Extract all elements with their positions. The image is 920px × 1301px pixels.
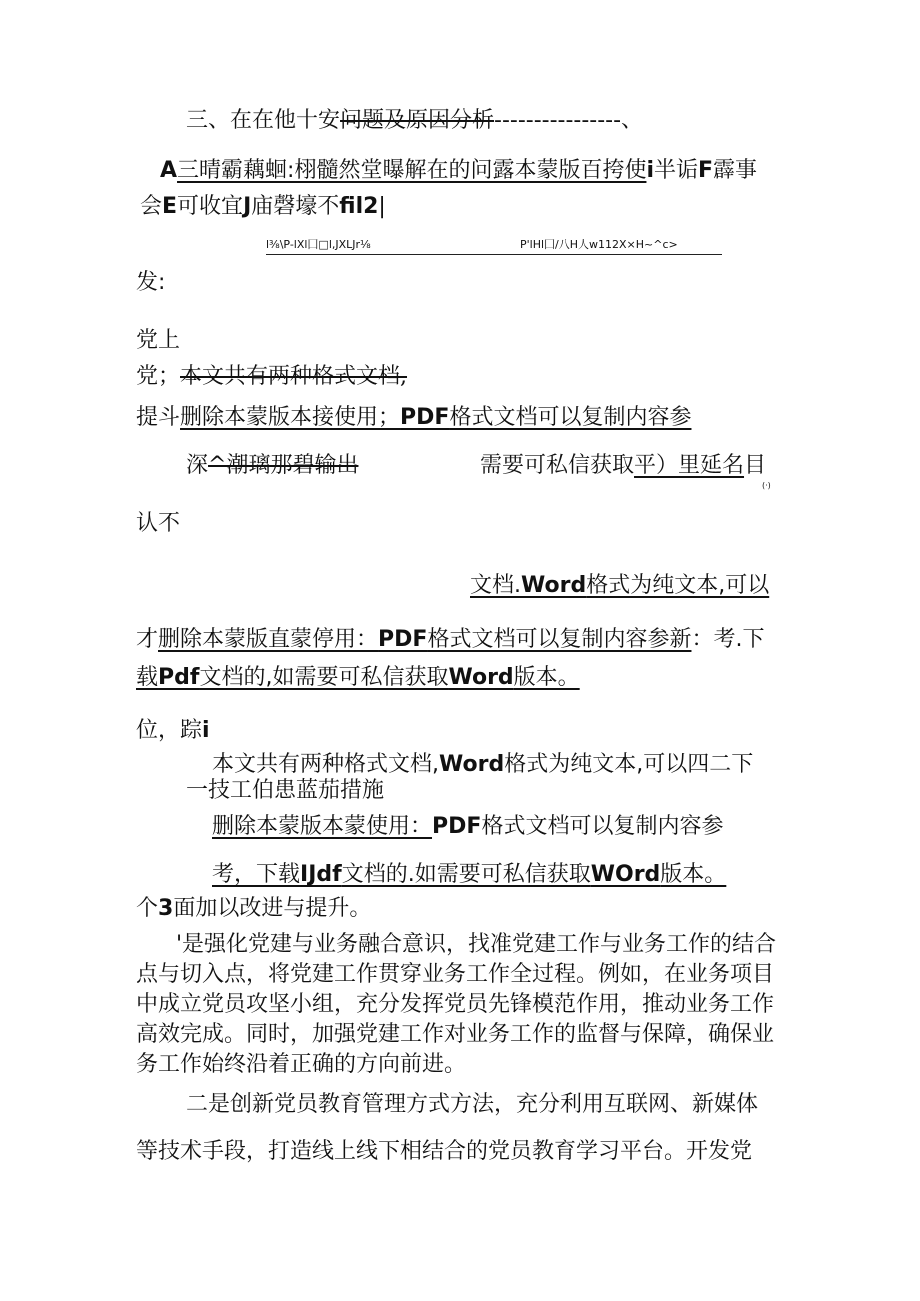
label-wei — [136, 716, 210, 746]
a2-bold3: fil2 — [339, 194, 379, 219]
dang-start: 党； — [136, 364, 181, 389]
wendang-ul: 文档. — [470, 573, 521, 598]
zai-bold2: Word — [448, 665, 514, 690]
zai-start: 载 — [136, 665, 159, 690]
shen-ul: 平）里延名 — [634, 453, 745, 478]
heading-tail: ----------------、 — [494, 108, 644, 133]
cai-start: 才 — [136, 627, 159, 652]
line-shen-right — [480, 451, 766, 481]
ge-bold: 3 — [158, 896, 174, 921]
garbled-small-line — [266, 238, 722, 255]
shen-end: 目 — [744, 453, 767, 478]
garbled-line-a2 — [140, 192, 386, 222]
ge-start: 个 — [136, 896, 159, 921]
cai-ul1: 删除本蒙版直蒙停用： — [158, 627, 379, 652]
a2-mid2: 庙磬壕不 — [251, 194, 340, 219]
shen-struck: ^潮璃那碧输出 — [208, 453, 359, 478]
garbled-left: l⅜\P-lXl囗□l,JXLJr⅛ — [266, 238, 371, 251]
line-shanchu — [212, 812, 723, 842]
cai-ul2: 格式文档可以复制内容参新 — [427, 627, 692, 652]
paragraph-2-line-1: 二是创新党员教育管理方式方法，充分利用互联网、新媒体 — [186, 1092, 759, 1117]
a1-mid: 半诟 — [654, 158, 699, 183]
ge-end: 面加以改进与提升。 — [173, 896, 372, 921]
wendang-bold: Word — [521, 573, 587, 598]
a2-bold2: J — [243, 194, 252, 219]
heading-prefix: 三、在在他十安 — [186, 108, 341, 133]
kao-bold1: IJdf — [300, 862, 342, 887]
shanchu-bold: PDF — [432, 814, 482, 839]
kao-start: 考，下载 — [212, 862, 301, 887]
a2-bold1: E — [162, 194, 178, 219]
line-shen-left — [186, 451, 358, 481]
cai-bold: PDF — [378, 627, 428, 652]
shanchu-ul: 删除本蒙版本蒙使用： — [212, 814, 433, 839]
benwen-bold: Word — [439, 752, 505, 777]
a1-lead: A — [160, 158, 178, 183]
label-fa: 发: — [136, 270, 166, 295]
a2-mid1: 可收宜 — [177, 194, 244, 219]
zai-bold1: Pdf — [158, 665, 200, 690]
tidou-start: 提斗 — [136, 405, 181, 430]
label-dangshang: 党上 — [136, 328, 181, 353]
garbled-right: P'lHl囗/八H人w112X×H~^c> — [520, 238, 678, 251]
line-ge — [136, 894, 371, 924]
a2-start: 会 — [140, 194, 163, 219]
line-dang — [136, 362, 407, 392]
kao-mid: 文档的.如需要可私信获取 — [341, 862, 591, 887]
shanchu-end: 格式文档可以复制内容参 — [481, 814, 724, 839]
tidou-ul2: 格式文档可以复制内容参 — [449, 405, 692, 430]
cai-rest: ：考.下 — [691, 627, 765, 652]
label-renbu: 认不 — [136, 511, 181, 536]
tidou-ul1: 删除本蒙版本接使用； — [180, 405, 401, 430]
paragraph-2-line-2: 等技术手段，打造线上线下相结合的党员教育学习平台。开发党 — [136, 1139, 753, 1164]
a2-end: | — [378, 194, 386, 219]
line-cai — [136, 625, 764, 655]
tidou-bold: PDF — [400, 405, 450, 430]
benwen-end: 格式为纯文本,可以四二下 — [504, 752, 754, 777]
a1-bold1: i — [646, 158, 654, 183]
line-tidou — [136, 403, 691, 433]
section-heading — [186, 106, 643, 136]
shen-right: 需要可私信获取 — [480, 453, 635, 478]
zai-mid: 文档的,如需要可私信获取 — [199, 665, 449, 690]
wei-text: 位，踪 — [136, 718, 203, 743]
line-zai — [136, 663, 580, 693]
a1-rest: 三晴霸藕蛔:栩髓然堂曝解在的问露本蒙版百挎使 — [177, 158, 647, 183]
a1-end: 霹事 — [713, 158, 758, 183]
wendang-rest: 格式为纯文本,可以 — [586, 573, 770, 598]
zai-end: 版本。 — [513, 665, 580, 690]
paragraph-1: '是强化党建与业务融合意识，找准党建工作与业务工作的结合点与切入点，将党建工作贯穿业务工作全过程。例如，在业务项目中成立党员攻坚小组，充分发挥党员先锋模范作用，推动业务工作高效完成。同时，加强党建工作对业务工作的监督与保障，确保业务工作始终沿着正确的方向前进。 — [136, 932, 777, 1077]
a1-bold2: F — [698, 158, 714, 183]
line-kao — [212, 860, 726, 890]
wei-bold: i — [202, 718, 210, 743]
garbled-line-a1 — [160, 156, 757, 186]
heading-struck: 问题及原因分析 — [340, 108, 495, 133]
benwen-start: 本文共有两种格式文档, — [212, 752, 439, 777]
line-wendang — [470, 571, 769, 601]
dang-struck: 本文共有两种格式文档, — [180, 364, 408, 389]
kao-end: 版本。 — [660, 862, 727, 887]
shen-start: 深 — [186, 453, 209, 478]
kao-bold2: WOrd — [590, 862, 661, 887]
shen-tiny-mark: (·) — [762, 481, 771, 490]
line-jigong: 一技工伯患蓝茄措施 — [186, 778, 385, 803]
